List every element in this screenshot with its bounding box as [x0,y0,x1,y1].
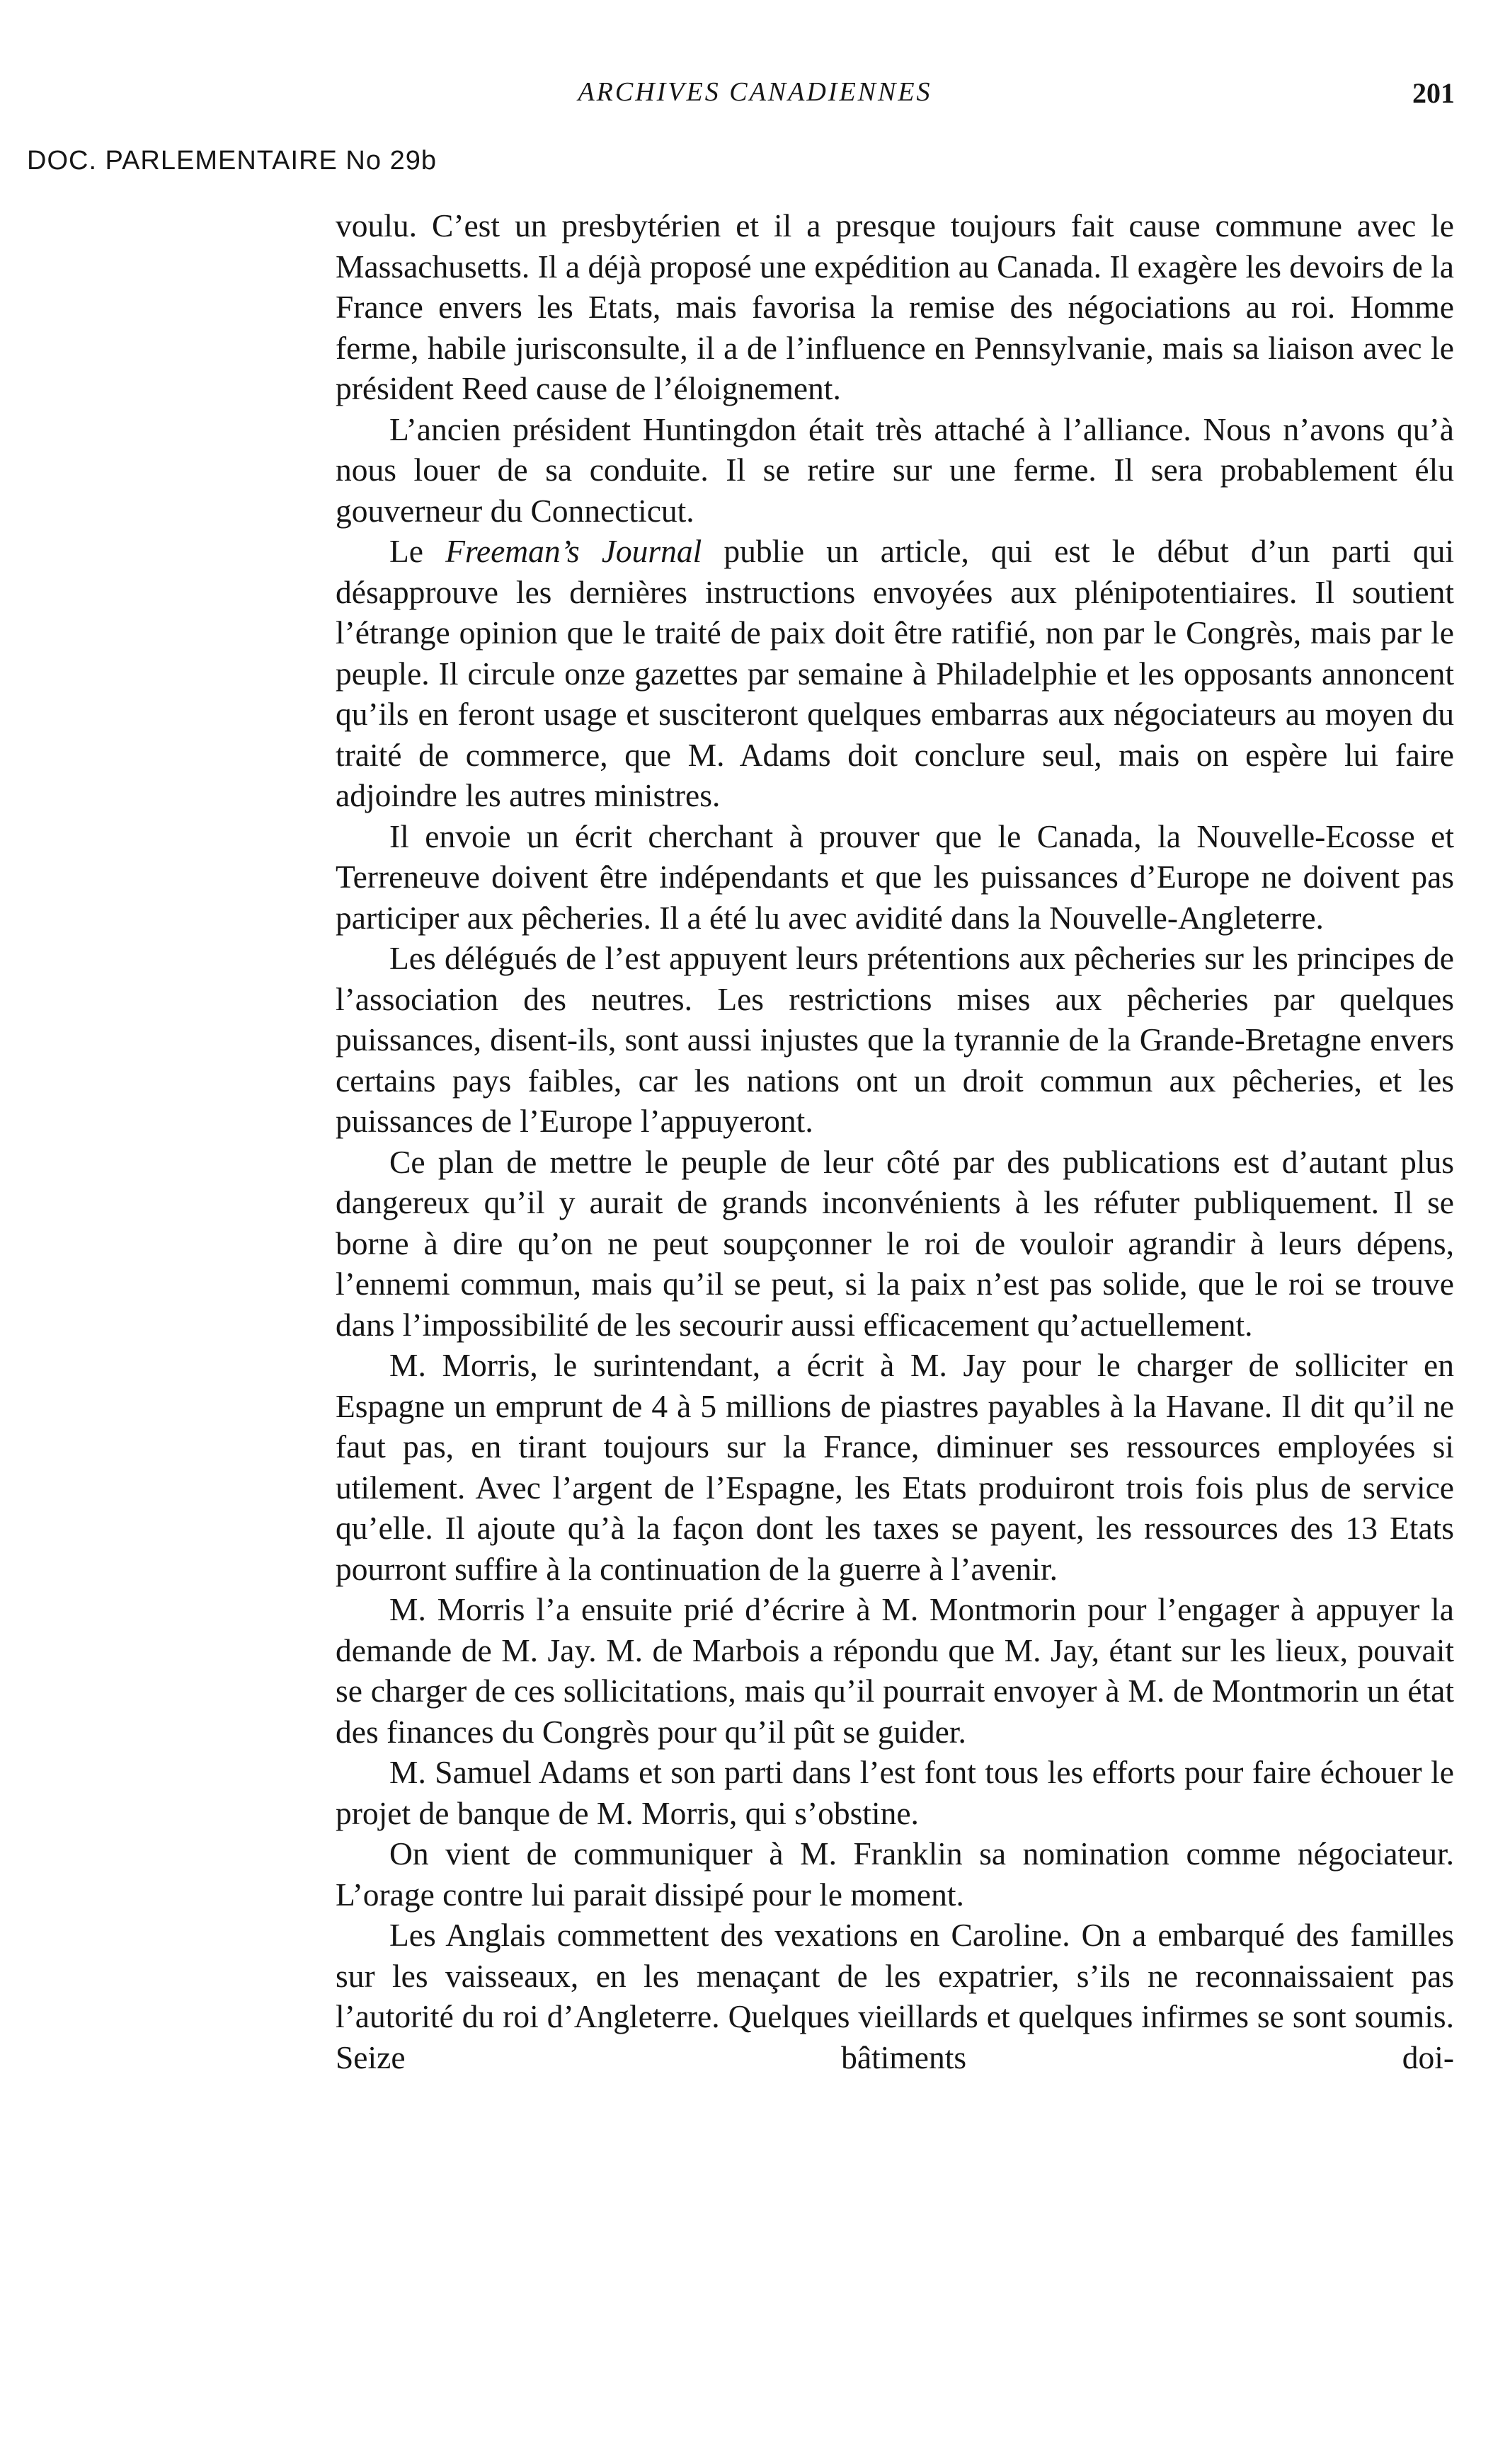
document-reference: DOC. PARLEMENTAIRE No 29b [27,146,437,176]
paragraph-8: M. Morris l’a ensuite prié d’écrire à M. Montmorin pour l’engager à appuyer la demande de M. Jay. M. de Marbois a répondu que M. Jay, étant sur les lieux, pouvait se charger de ces sollicitations, mais qu’il pourrait envoyer à M. de Montmorin un état des finances du Congrès pour qu’il pût se guider. [336,1591,1454,1750]
paragraph-5: Les délégués de l’est appuyent leurs prétentions aux pêcheries sur les principes de l’association des neutres. Les restrictions mises aux pêcheries par quelques puissances, disent-ils, sont aussi injustes que la tyrannie de la Grande-Bretagne envers certains pays faibles, car les nations ont un droit commun aux pêcheries, et les puissances de l’Europe l’appuyeront. [336,940,1454,1139]
paragraph-2: L’ancien président Huntingdon était très attaché à l’alliance. Nous n’avons qu’à nous louer de sa conduite. Il se retire sur une ferme. Il sera probablement élu gouverneur du Connecticut. [336,411,1454,529]
running-title: ARCHIVES CANADIENNES [578,77,932,107]
paragraph-10: On vient de communiquer à M. Franklin sa nomination comme négociateur. L’orage contre lui parait dissipé pour le moment. [336,1835,1454,1913]
paragraph-11: Les Anglais commettent des vexations en Caroline. On a embarqué des familles sur les vaisseaux, en les menaçant de les expatrier, s’ils ne reconnaissaient pas l’autorité du roi d’Angleterre. Quelques vieillards et quelques infirmes se sont soumis. Seize bâtiments doi- [336,1917,1454,2075]
page-number: 201 [1412,77,1455,109]
paragraph-1: voulu. C’est un presbytérien et il a presque toujours fait cause commune avec le Massachusetts. Il a déjà proposé une expédition au Canada. Il exagère les devoirs de la France envers les Etats, mais favorisa la remise des négociations au roi. Homme ferme, habile jurisconsulte, il a de l’influence en Pennsylvanie, mais sa liaison avec le président Reed cause de l’éloignement. [336,207,1454,406]
paragraph-6: Ce plan de mettre le peuple de leur côté par des publications est d’autant plus dangereux qu’il y aurait de grands inconvénients à les réfuter publiquement. Il se borne à dire qu’on ne peut soupçonner le roi de vouloir agrandir à leurs dépens, l’ennemi commun, mais qu’il se peut, si la paix n’est pas solide, que le roi se trouve dans l’impossibilité de les secourir aussi efficacement qu’actuellement. [336,1143,1454,1343]
paragraph-3-rest: publie un article, qui est le début d’un parti qui désapprouve les dernières instructions envoyées aux plénipotentiaires. Il soutient l’étrange opinion que le traité de paix doit être ratifié, non par le Congrès, mais par le peuple. Il circule onze gazettes par semaine à Philadelphie et les opposants annoncent qu’ils en feront usage et susciteront quelques embarras aux négociateurs au moyen du traité de commerce, que M. Adams doit conclure seul, mais on espère lui faire adjoindre les autres ministres. [336,533,1455,813]
paragraph-3 [336,531,1454,816]
paragraph-9: M. Samuel Adams et son parti dans l’est font tous les efforts pour faire échouer le projet de banque de M. Morris, qui s’obstine. [336,1754,1454,1831]
paragraph-3-start: Le [389,533,446,569]
paragraph-7: M. Morris, le surintendant, a écrit à M. Jay pour le charger de solliciter en Espagne un emprunt de 4 à 5 millions de piastres payables à la Havane. Il dit qu’il ne faut pas, en tirant toujours sur la France, diminuer ses ressources employées si utilement. Avec l’argent de l’Espagne, les Etats produiront trois fois plus de service qu’elle. Il ajoute qu’à la façon dont les taxes se payent, les ressources des 13 Etats pourront suffire à la continuation de la guerre à l’avenir. [336,1347,1454,1587]
paragraph-4: Il envoie un écrit cherchant à prouver que le Canada, la Nouvelle-Ecosse et Terreneuve doivent être indépendants et que les puissances d’Europe ne doivent pas participer aux pêcheries. Il a été lu avec avidité dans la Nouvelle-Angleterre. [336,818,1454,936]
body-text [336,205,1454,2078]
journal-title: Freeman’s Journal [445,533,702,569]
